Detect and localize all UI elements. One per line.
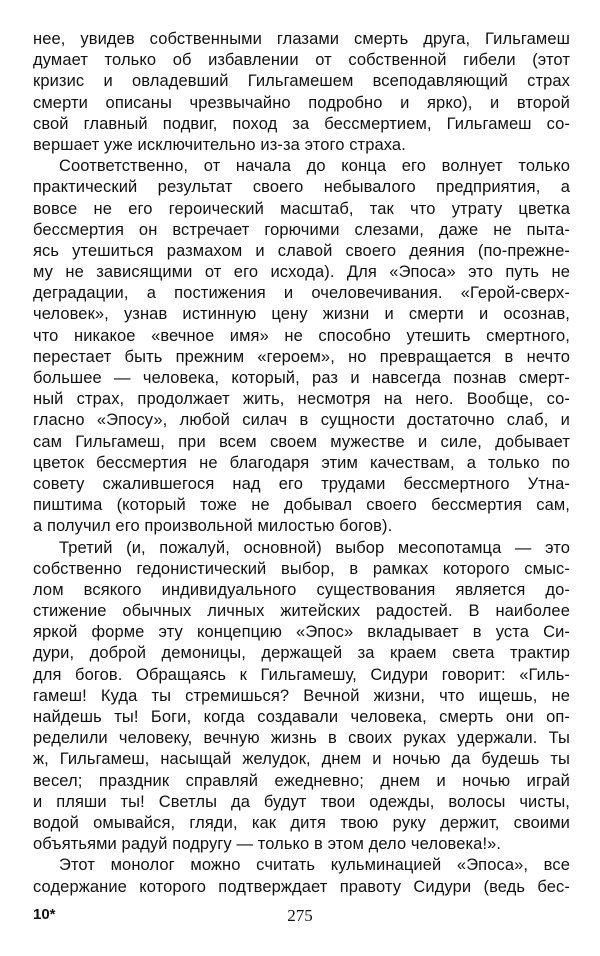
text-line: свой главный подвиг, поход за бессмертием, Гильгамеш со- — [33, 114, 570, 133]
text-line: пиштима (который тоже не добывал своего бессмертия сам, — [33, 496, 570, 515]
text-line: кризис и овладевший Гильгамешем всеподавляющий страх — [33, 72, 570, 91]
paragraph-start-line: Соответственно, от начала до конца его волнует только — [59, 157, 570, 176]
page-number: 275 — [287, 906, 313, 925]
printer-signature-mark: 10* — [33, 906, 56, 923]
text-line: гласно «Эпосу», любой силач в сущности достаточно слаб, и — [33, 411, 570, 430]
text-line: собственно гедонистический выбор, в рамках которого смыс- — [33, 559, 570, 578]
text-line: лом всякого индивидуального существования является до- — [33, 580, 570, 599]
text-line: что никакое «вечное имя» не способно утешить смертного, — [33, 326, 570, 345]
text-line: водой омывайся, гляди, как дитя твою руку держит, своими — [33, 813, 570, 832]
text-line: вовсе не его героический масштаб, так что утрату цветка — [33, 199, 570, 218]
text-line: вершает уже исключительно из-за этого страха. — [33, 135, 406, 154]
text-line: найдешь ты! Боги, когда создавали человека, смерть они оп- — [33, 708, 570, 726]
text-line: нее, увидев собственными глазами смерть друга, Гильгамеш — [33, 30, 570, 48]
text-line: ж, Гильгамеш, насыщай желудок, днем и ночью да будешь ты — [33, 750, 570, 769]
text-line: практический результат своего небывалого предприятия, а — [33, 178, 570, 197]
text-line: ределили человеку, вечную жизнь в своих руках удержали. Ты — [33, 729, 570, 748]
text-line: для богов. Обращаясь к Гильгамешу, Сидури говорит: «Гиль- — [33, 665, 570, 684]
text-line: и пляши ты! Светлы да будут твои одежды, волосы чисты, — [33, 792, 570, 811]
text-line: ный страх, продолжает жить, несмотря на него. Вообще, со- — [33, 390, 570, 409]
text-line: деградации, а постижения и очеловечивания. «Герой-сверх- — [33, 284, 570, 303]
text-line: яркой форме эту концепцию «Эпос» вкладывает в уста Си- — [33, 623, 570, 642]
page-footer — [0, 906, 600, 930]
text-line: сам Гильгамеш, при всем своем мужестве и силе, добывает — [33, 432, 570, 451]
text-line: смерти описаны чрезвычайно подробно и ярко), и второй — [33, 93, 570, 112]
text-line: ясь утешиться размахом и славой своего деяния (по-прежне- — [33, 241, 570, 260]
text-line: стижение обычных личных житейских радостей. В наиболее — [33, 602, 570, 621]
body-text — [33, 29, 570, 898]
text-line: человек», узнав истинную цену жизни и смерти и осознав, — [33, 305, 570, 324]
paragraph-start-line: Этот монолог можно считать кульминацией «Эпоса», все — [59, 856, 570, 875]
text-line: объятьями радуй подругу — только в этом дело человека!». — [33, 835, 502, 854]
text-line: му не зависящими от его исхода). Для «Эпоса» это путь не — [33, 263, 570, 282]
text-line: перестает быть прежним «героем», но превращается в нечто — [33, 347, 570, 366]
text-line: а получил его произвольной милостью богов). — [33, 517, 393, 536]
text-line: бессмертия он встречает горючими слезами, даже не пыта- — [33, 220, 570, 239]
text-line: совету сжалившегося над его трудами бессмертного Утна- — [33, 474, 570, 493]
text-line: дури, доброй демоницы, держащей за краем света трактир — [33, 644, 570, 663]
text-line: большее — человека, который, раз и навсегда познав смерт- — [33, 369, 570, 387]
text-line: содержание которого подтверждает правоту Сидури (ведь бес- — [33, 877, 570, 896]
paragraph-start-line: Третий (и, пожалуй, основной) выбор месопотамца — это — [59, 538, 570, 557]
text-line: весел; праздник справляй ежедневно; днем и ночью играй — [33, 771, 570, 790]
text-line: цветок бессмертия не благодаря этим качествам, а только по — [33, 453, 570, 472]
text-line: думает только об избавлении от собственной гибели (этот — [33, 51, 570, 70]
text-line: гамеш! Куда ты стремишься? Вечной жизни, что ищешь, не — [33, 686, 570, 705]
